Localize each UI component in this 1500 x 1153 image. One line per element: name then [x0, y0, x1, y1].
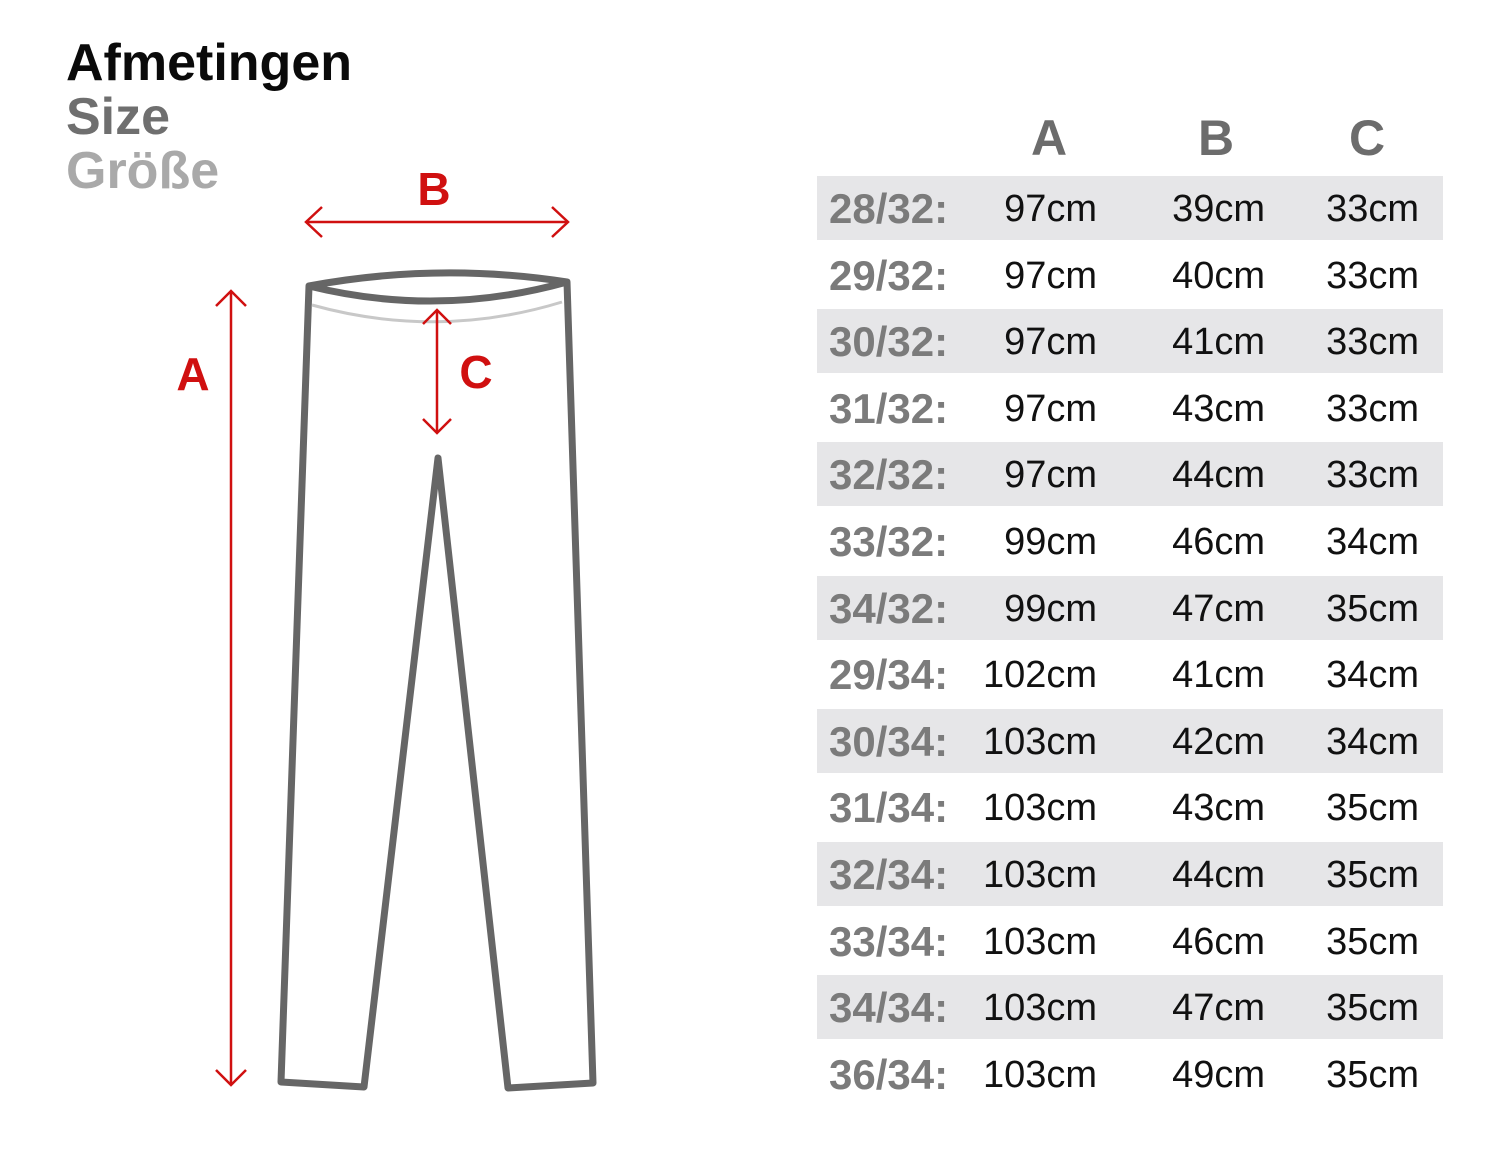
measure-a-cell: 99cm [1004, 587, 1097, 630]
table-row [817, 576, 1443, 640]
header-b: B [1197, 110, 1235, 166]
measure-c-cell: 34cm [1326, 720, 1419, 763]
measure-b-cell: 46cm [1172, 520, 1265, 563]
size-cell: 31/34: [829, 784, 949, 832]
measure-a-cell: 103cm [982, 853, 1097, 896]
measure-b-cell: 39cm [1172, 188, 1265, 230]
measure-b-cell: 41cm [1172, 654, 1265, 697]
measure-c-cell: 33cm [1326, 321, 1419, 364]
size-cell: 31/32: [829, 384, 949, 432]
title-dutch: Afmetingen [66, 34, 352, 92]
table-row [817, 975, 1443, 1039]
measure-a-cell: 103cm [982, 720, 1097, 763]
title-english: Size [66, 88, 171, 146]
size-cell: 33/32: [829, 517, 949, 565]
title-german: Größe [66, 142, 220, 200]
measure-b-cell: 44cm [1172, 853, 1265, 896]
size-cell: 32/32: [829, 451, 949, 499]
header-c: C [1348, 110, 1386, 166]
measure-c-cell: 35cm [1326, 987, 1419, 1030]
table-row [817, 642, 1443, 709]
table-row [817, 509, 1443, 576]
measure-c-cell: 35cm [1326, 853, 1419, 896]
table-row [817, 842, 1443, 906]
measure-a-cell: 97cm [1004, 188, 1097, 230]
dimension-a-label: A [176, 348, 210, 400]
measure-b-cell: 46cm [1172, 920, 1265, 963]
measure-b-cell: 43cm [1172, 787, 1265, 830]
measure-a-cell: 97cm [1004, 454, 1097, 497]
measure-c-cell: 35cm [1326, 787, 1419, 830]
header-a: A [1030, 110, 1068, 166]
size-cell: 29/34: [829, 651, 949, 699]
measure-b-cell: 49cm [1172, 1053, 1265, 1096]
size-cell: 34/32: [829, 584, 949, 632]
table-row [817, 176, 1443, 240]
table-body [817, 176, 1443, 1108]
measure-a-cell: 102cm [982, 654, 1097, 697]
size-cell: 33/34: [829, 917, 949, 965]
measure-a-cell: 97cm [1004, 387, 1097, 430]
dimension-c-arrow [423, 310, 451, 433]
measure-b-cell: 41cm [1172, 321, 1265, 364]
measure-c-cell: 35cm [1326, 1053, 1419, 1096]
measure-c-cell: 34cm [1326, 654, 1419, 697]
dimension-b-label: B [417, 163, 451, 215]
measure-b-cell: 44cm [1172, 454, 1265, 497]
measure-c-cell: 35cm [1326, 920, 1419, 963]
size-table [817, 110, 1443, 1108]
size-cell: 28/32: [829, 185, 949, 232]
measure-b-cell: 43cm [1172, 387, 1265, 430]
size-cell: 36/34: [829, 1050, 949, 1098]
dimension-a-arrow [216, 291, 246, 1085]
table-row [817, 442, 1443, 506]
measure-b-cell: 42cm [1172, 720, 1265, 763]
measure-c-cell: 33cm [1326, 254, 1419, 297]
size-cell: 34/34: [829, 984, 949, 1032]
table-row [817, 243, 1443, 310]
measure-c-cell: 33cm [1326, 454, 1419, 497]
measure-b-cell: 40cm [1172, 254, 1265, 297]
measure-c-cell: 34cm [1326, 520, 1419, 563]
table-row [817, 775, 1443, 842]
measure-c-cell: 35cm [1326, 587, 1419, 630]
table-row [817, 709, 1443, 773]
measure-b-cell: 47cm [1172, 987, 1265, 1030]
measure-a-cell: 97cm [1004, 254, 1097, 297]
table-row [817, 1042, 1443, 1109]
table-row [817, 309, 1443, 373]
table-header [817, 110, 1443, 176]
measure-c-cell: 33cm [1326, 387, 1419, 430]
measure-a-cell: 99cm [1004, 520, 1097, 563]
size-cell: 30/34: [829, 717, 949, 765]
size-cell: 29/32: [829, 251, 949, 299]
table-row [817, 376, 1443, 443]
size-cell: 32/34: [829, 850, 949, 898]
dimension-c-label: C [459, 346, 493, 398]
table-row [817, 909, 1443, 976]
size-cell: 30/32: [829, 318, 949, 366]
measure-c-cell: 33cm [1326, 188, 1419, 230]
measure-b-cell: 47cm [1172, 587, 1265, 630]
measure-a-cell: 103cm [982, 1053, 1097, 1096]
measure-a-cell: 103cm [982, 987, 1097, 1030]
measure-a-cell: 103cm [982, 787, 1097, 830]
measure-a-cell: 103cm [982, 920, 1097, 963]
measure-a-cell: 97cm [1004, 321, 1097, 364]
